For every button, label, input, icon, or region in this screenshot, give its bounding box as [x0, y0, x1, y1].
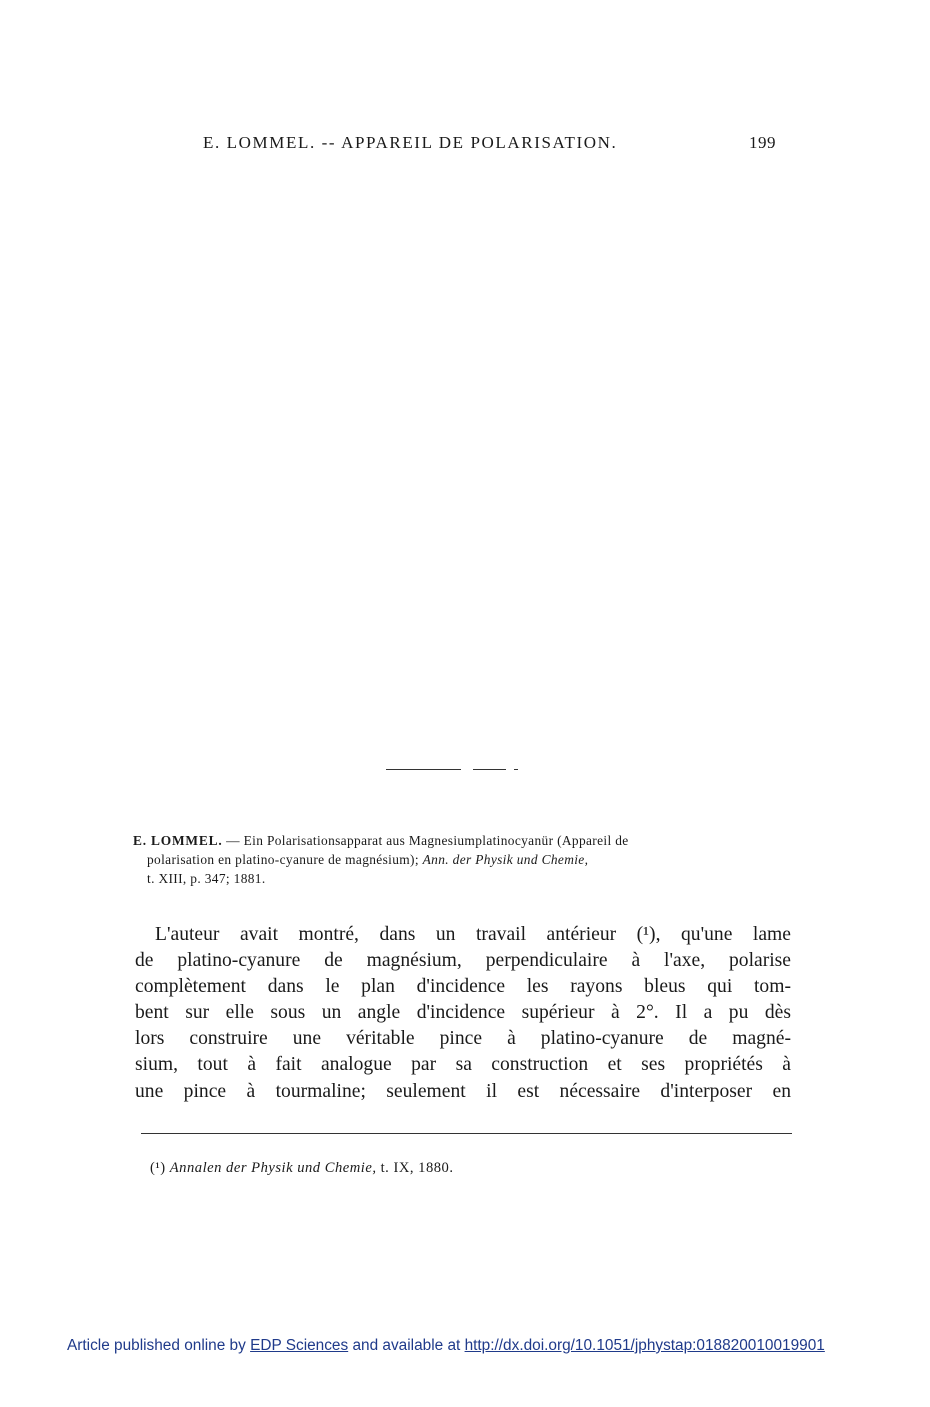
body-line: sium, tout à fait analogue par sa construction et ses propriétés à: [135, 1054, 791, 1076]
publisher-notice: [67, 1337, 825, 1355]
body-line: complètement dans le plan d'incidence les rayons bleus qui tom-: [135, 976, 791, 998]
bib-author: E. LOMMEL.: [133, 833, 223, 848]
divider-segment: [386, 769, 461, 770]
notice-middle: and available at: [348, 1337, 465, 1354]
body-line: lors construire une véritable pince à platino-cyanure de magné-: [135, 1028, 791, 1050]
body-line: L'auteur avait montré, dans un travail antérieur (¹), qu'une lame: [155, 924, 791, 945]
footnote-journal: Annalen der Physik und Chemie,: [169, 1160, 377, 1176]
divider-segment: [514, 769, 518, 770]
bib-line-1: [133, 831, 793, 850]
bib-journal: Ann. der Physik und Chemie,: [422, 852, 589, 867]
bib-line-2: [133, 850, 793, 869]
footnote-volume: t. IX, 1880.: [376, 1160, 454, 1176]
page-number: 199: [749, 133, 776, 152]
running-head: [203, 133, 776, 159]
bib-title-start: — Ein Polarisationsapparat aus Magnesiumplatinocyanür (Appareil de: [222, 833, 629, 848]
publisher-link[interactable]: EDP Sciences: [250, 1337, 349, 1354]
divider-segment: [473, 769, 506, 770]
bib-line-3: [133, 869, 793, 888]
footnote: [150, 1160, 454, 1177]
body-paragraph: [135, 922, 791, 1105]
footnote-marker: (¹): [150, 1160, 166, 1176]
bib-title-end: polarisation en platino-cyanure de magnésium);: [147, 852, 423, 867]
doi-link[interactable]: http://dx.doi.org/10.1051/jphystap:018820010019901: [464, 1337, 825, 1354]
bib-volume: t. XIII, p. 347; 1881.: [147, 871, 266, 886]
body-line: de platino-cyanure de magnésium, perpendiculaire à l'axe, polarise: [135, 950, 791, 972]
notice-prefix: Article published online by: [67, 1337, 251, 1354]
bibliographic-entry: [133, 831, 793, 888]
body-line: bent sur elle sous un angle d'incidence supérieur à 2°. Il a pu dès: [135, 1002, 791, 1024]
section-divider: [386, 769, 520, 771]
footnote-rule: [141, 1133, 792, 1134]
running-head-title: E. LOMMEL. -- APPAREIL DE POLARISATION.: [203, 133, 618, 152]
body-line: une pince à tourmaline; seulement il est nécessaire d'interposer en: [135, 1080, 791, 1102]
